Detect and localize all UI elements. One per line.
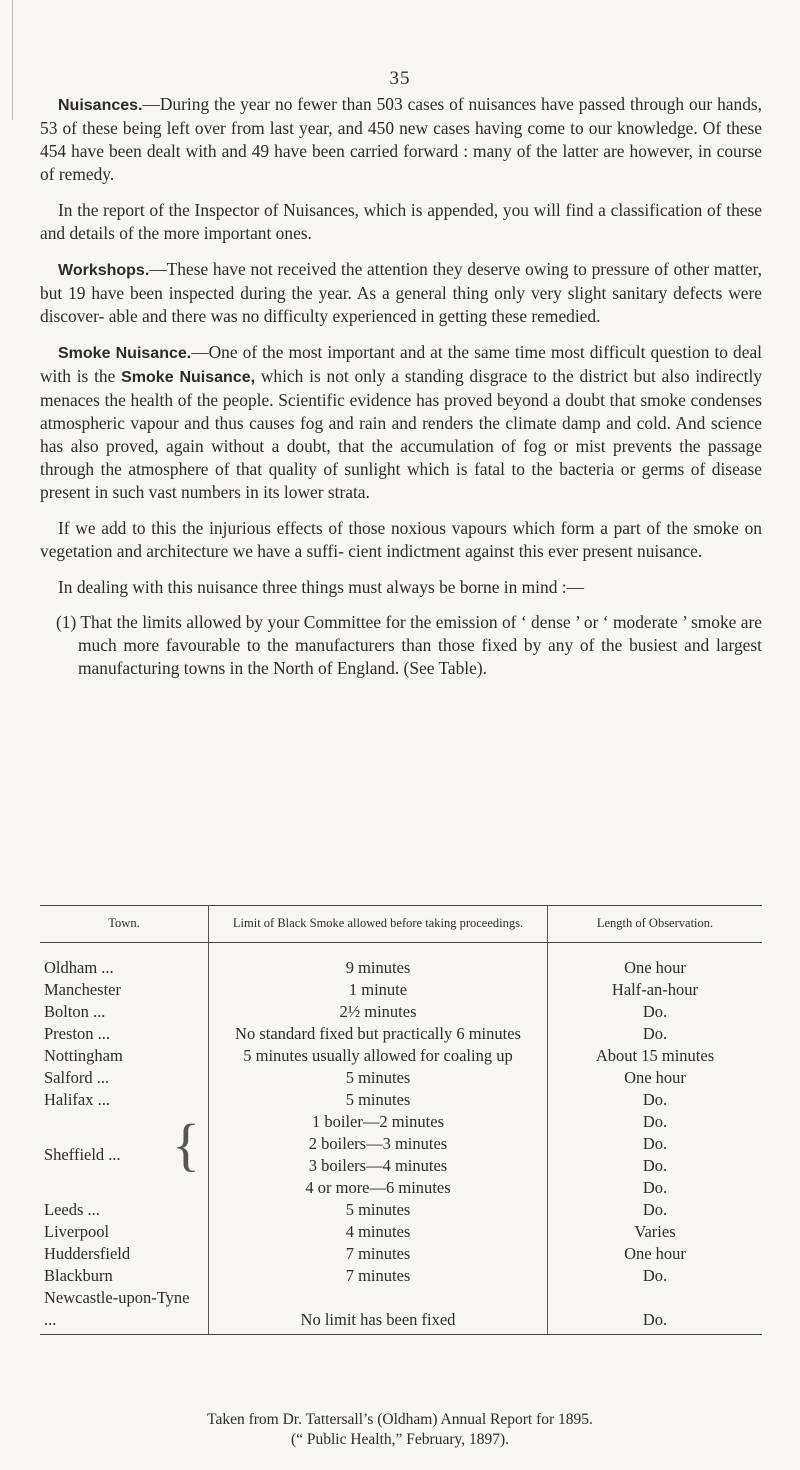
inline-smoke-nuisance: Smoke Nuisance,: [121, 369, 256, 386]
cell-length: Do.: [642, 1090, 668, 1109]
header-town: Town.: [40, 906, 209, 943]
sheffield-length-line: Do.: [642, 1112, 668, 1131]
text-workshops: —These have not received the attention they deserve owing to pressure of other matter, but 19 have been inspected during the year. As a general thing only very slight sanitary defects were discover- able and there was no difficulty experienced in getting these remedied.: [40, 259, 762, 326]
header-length: Length of Observation.: [548, 906, 763, 943]
cell-town: Liverpool: [40, 1221, 209, 1243]
cell-length: Do.: [642, 1024, 668, 1043]
sheffield-limit-line: 4 or more—6 minutes: [305, 1178, 451, 1197]
binding-edge-line: [12, 0, 13, 120]
sheffield-length-line: Do.: [642, 1134, 668, 1153]
cell-limit: 2½ minutes: [209, 1001, 548, 1023]
cell-town: Blackburn: [40, 1265, 209, 1287]
cell-limit: 7 minutes: [209, 1243, 548, 1265]
table-row: [40, 943, 762, 980]
cell-length: Do.: [548, 1287, 763, 1335]
table-row: [40, 1199, 762, 1221]
text-smoke-1: —One of the most important and at the same time most difficult question to deal with is the: [40, 342, 763, 386]
sheffield-label: Sheffield ...: [44, 1145, 121, 1164]
table-row: [40, 1089, 762, 1111]
cell-limit: [209, 1111, 548, 1199]
smoke-limits-table: [40, 905, 762, 1335]
cell-length: One hour: [624, 1068, 686, 1087]
paragraph-dealing: In dealing with this nuisance three things must always be borne in mind :—: [58, 577, 584, 597]
table-row-sheffield: [40, 1111, 762, 1199]
header-limit: Limit of Black Smoke allowed before taking proceedings.: [209, 906, 548, 943]
cell-limit: 1 minute: [209, 979, 548, 1001]
cell-town: Oldham ...: [40, 943, 209, 980]
table-header-row: [40, 906, 762, 943]
table-row: [40, 1265, 762, 1287]
cell-limit: No limit has been fixed: [209, 1287, 548, 1335]
sheffield-limit-line: 3 boilers—4 minutes: [308, 1156, 448, 1175]
cell-limit: 9 minutes: [209, 943, 548, 980]
cell-length: Varies: [634, 1222, 676, 1241]
page-number: 35: [389, 68, 411, 89]
cell-town: [40, 1111, 209, 1199]
sheffield-length-line: Do.: [642, 1178, 668, 1197]
table-source-footnote: [0, 1410, 800, 1450]
heading-nuisances: Nuisances.: [58, 97, 143, 114]
cell-town: Nottingham: [40, 1045, 209, 1067]
table-row: [40, 1045, 762, 1067]
cell-limit: 5 minutes: [209, 1089, 548, 1111]
cell-length: Do.: [642, 1200, 668, 1219]
cell-length: Do.: [642, 1266, 668, 1285]
cell-town: Halifax ...: [40, 1089, 209, 1111]
cell-limit: 5 minutes: [209, 1067, 548, 1089]
table-row: [40, 1221, 762, 1243]
cell-length: One hour: [624, 1244, 686, 1263]
footnote-line-1: Taken from Dr. Tattersall’s (Oldham) Annual Report for 1895.: [207, 1411, 593, 1428]
table-row: [40, 979, 762, 1001]
paragraph-report: In the report of the Inspector of Nuisances, which is appended, you will find a classification of these and details of the more important ones.: [40, 200, 762, 243]
cell-town: Manchester: [40, 979, 209, 1001]
table-row: [40, 1067, 762, 1089]
heading-workshops: Workshops.: [58, 262, 150, 279]
cell-limit: 5 minutes usually allowed for coaling up: [209, 1045, 548, 1067]
cell-town: Huddersfield: [40, 1243, 209, 1265]
paragraph-nuisances: [40, 93, 762, 186]
table-row: [40, 1243, 762, 1265]
brace-mark: {: [172, 1112, 200, 1177]
cell-limit: 5 minutes: [209, 1199, 548, 1221]
paragraph-workshops: [40, 258, 762, 328]
table-row: [40, 1001, 762, 1023]
cell-limit: No standard fixed but practically 6 minutes: [209, 1023, 548, 1045]
footnote-line-2: (“ Public Health,” February, 1897).: [290, 1431, 510, 1448]
text-smoke-2: which is not only a standing disgrace to the district but also indirectly menaces the health of the people. Scientific evidence has proved beyond a doubt that smoke condenses atmospheric vapour and thus causes fog and rain and renders the climate damp and cold. And science has also proved, again without a doubt, that the accumulation of fog or mist prevents the passage through the atmosphere of that quality of sunlight which is fatal to the bacteria or germs of disease present in such vast numbers in its lower strata.: [40, 366, 763, 502]
cell-town: Leeds ...: [40, 1199, 209, 1221]
table-row: [40, 1287, 762, 1335]
cell-length: [548, 1111, 763, 1199]
body-text: [40, 93, 762, 680]
cell-town: Preston ...: [40, 1023, 209, 1045]
cell-town: Salford ...: [40, 1067, 209, 1089]
heading-smoke: Smoke Nuisance.: [58, 345, 192, 362]
cell-limit: 7 minutes: [209, 1265, 548, 1287]
cell-length: Do.: [642, 1002, 668, 1021]
text-nuisances: —During the year no fewer than 503 cases of nuisances have passed through our hands, 53 of these being left over from last year, and 450 new cases having come to our knowledge. Of these 454 have been dealt with and 49 have been carried forward : many of the latter are however, in course of remedy.: [40, 94, 762, 184]
cell-town: Newcastle-upon-Tyne ...: [40, 1287, 209, 1335]
cell-limit: 4 minutes: [209, 1221, 548, 1243]
sheffield-length-line: Do.: [642, 1156, 668, 1175]
cell-town: Bolton ...: [40, 1001, 209, 1023]
sheffield-limit-line: 2 boilers—3 minutes: [308, 1134, 448, 1153]
paragraph-smoke: [40, 341, 762, 504]
table-row: [40, 1023, 762, 1045]
paragraph-effects: If we add to this the injurious effects of those noxious vapours which form a part of the smoke on vegetation and architecture we have a suffi- cient indictment against this ever present nuisance.: [40, 518, 762, 561]
sheffield-limit-line: 1 boiler—2 minutes: [312, 1112, 444, 1131]
list-item-1: (1) That the limits allowed by your Committee for the emission of ‘ dense ’ or ‘ moderate ’ smoke are much more favourable to the manufacturers than those fixed by any of the busiest and largest manufacturing towns in the North of England. (See Table).: [56, 612, 762, 678]
cell-length: About 15 minutes: [595, 1046, 715, 1065]
cell-length: Half-an-hour: [611, 980, 699, 999]
cell-length: One hour: [624, 958, 686, 977]
